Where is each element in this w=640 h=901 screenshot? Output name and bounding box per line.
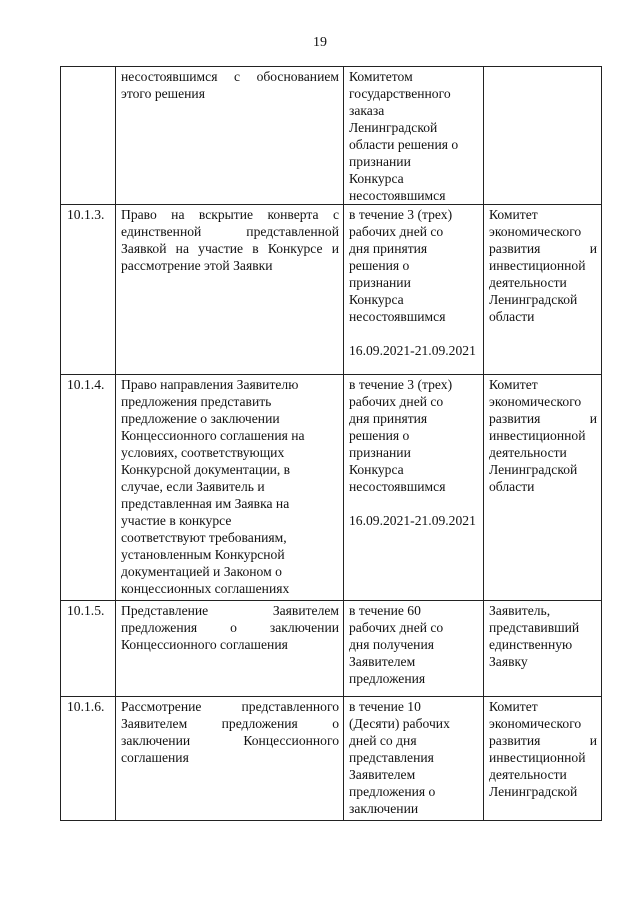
page-number: 19 <box>313 35 327 50</box>
term-date: 16.09.2021-21.09.2021 <box>349 343 476 358</box>
term-line: Конкурса <box>349 292 404 307</box>
term-line: Конкурса <box>349 462 404 477</box>
action-line: Конкурсной документации, в <box>121 462 291 477</box>
term-line: рабочих дней со <box>349 620 444 635</box>
term-line: государственного <box>349 86 451 101</box>
term-line: признании <box>349 275 411 290</box>
item-number: 10.1.3. <box>61 205 116 375</box>
responsible-text: Комитет экономического развития и инвестиционной деятельности Ленинградской области <box>484 375 602 601</box>
term-line: в течение 60 <box>349 603 421 618</box>
term-line: Конкурса <box>349 171 404 186</box>
term-line: Ленинградской <box>349 120 438 135</box>
term-text <box>344 67 484 205</box>
term-text <box>344 205 484 375</box>
action-line: установленным Конкурсной <box>121 547 285 562</box>
responsible-text: Комитет экономического развития и инвестиционной деятельности Ленинградской области <box>484 205 602 375</box>
action-line: соответствуют требованиям, <box>121 530 287 545</box>
term-date: 16.09.2021-21.09.2021 <box>349 513 476 528</box>
action-line: Концессионного соглашения на <box>121 428 305 443</box>
action-line: условиях, соответствующих <box>121 445 285 460</box>
term-line: несостоявшимся <box>349 188 446 203</box>
action-line: представленная им Заявка на <box>121 496 290 511</box>
action-text: Представление Заявителем предложения о заключении Концессионного соглашения <box>116 601 344 697</box>
table-row <box>61 375 602 601</box>
term-line: области решения о <box>349 137 459 152</box>
item-number: 10.1.5. <box>61 601 116 697</box>
table-row <box>61 67 602 205</box>
schedule-table <box>60 66 602 821</box>
term-line: признании <box>349 154 411 169</box>
item-number: 10.1.6. <box>61 697 116 821</box>
term-line: предложения <box>349 671 426 686</box>
term-text <box>344 697 484 821</box>
term-line: в течение 3 (трех) <box>349 207 453 222</box>
term-line: в течение 3 (трех) <box>349 377 453 392</box>
term-line: Заявителем <box>349 654 416 669</box>
term-line: предложения о <box>349 784 436 799</box>
table-row <box>61 205 602 375</box>
responsible-text: Заявитель, представивший единственную Заявку <box>484 601 602 697</box>
table-row <box>61 601 602 697</box>
term-text <box>344 601 484 697</box>
term-line: признании <box>349 445 411 460</box>
term-line: решения о <box>349 258 410 273</box>
action-line: предложение о заключении <box>121 411 280 426</box>
action-text <box>116 375 344 601</box>
term-line: дня получения <box>349 637 434 652</box>
term-line: в течение 10 <box>349 699 421 714</box>
term-line: Заявителем <box>349 767 416 782</box>
action-line: случае, если Заявитель и <box>121 479 265 494</box>
action-line: участие в конкурсе <box>121 513 232 528</box>
responsible-text <box>484 67 602 205</box>
action-line: концессионных соглашениях <box>121 581 290 596</box>
term-line: несостоявшимся <box>349 479 446 494</box>
action-line: документацией и Законом о <box>121 564 282 579</box>
term-line: рабочих дней со <box>349 224 444 239</box>
term-line: заключении <box>349 801 419 816</box>
responsible-text: Комитет экономического развития и инвестиционной деятельности Ленинградской <box>484 697 602 821</box>
term-line: Комитетом <box>349 69 413 84</box>
term-line: решения о <box>349 428 410 443</box>
term-line: представления <box>349 750 434 765</box>
action-text: Право на вскрытие конверта с единственной представленной Заявкой на участие в Конкурсе и рассмотрение этой Заявки <box>116 205 344 375</box>
term-line: (Десяти) рабочих <box>349 716 450 731</box>
item-number: 10.1.4. <box>61 375 116 601</box>
item-number <box>61 67 116 205</box>
action-line: предложения представить <box>121 394 272 409</box>
term-line: дня принятия <box>349 411 428 426</box>
term-line: дня принятия <box>349 241 428 256</box>
action-line: Право направления Заявителю <box>121 377 299 392</box>
term-line: несостоявшимся <box>349 309 446 324</box>
term-line: рабочих дней со <box>349 394 444 409</box>
action-text: Рассмотрение представленного Заявителем предложения о заключении Концессионного соглашения <box>116 697 344 821</box>
term-line: заказа <box>349 103 385 118</box>
term-line: дней со дня <box>349 733 417 748</box>
term-text <box>344 375 484 601</box>
table-row <box>61 697 602 821</box>
action-text: несостоявшимся с обоснованием этого решения <box>116 67 344 205</box>
